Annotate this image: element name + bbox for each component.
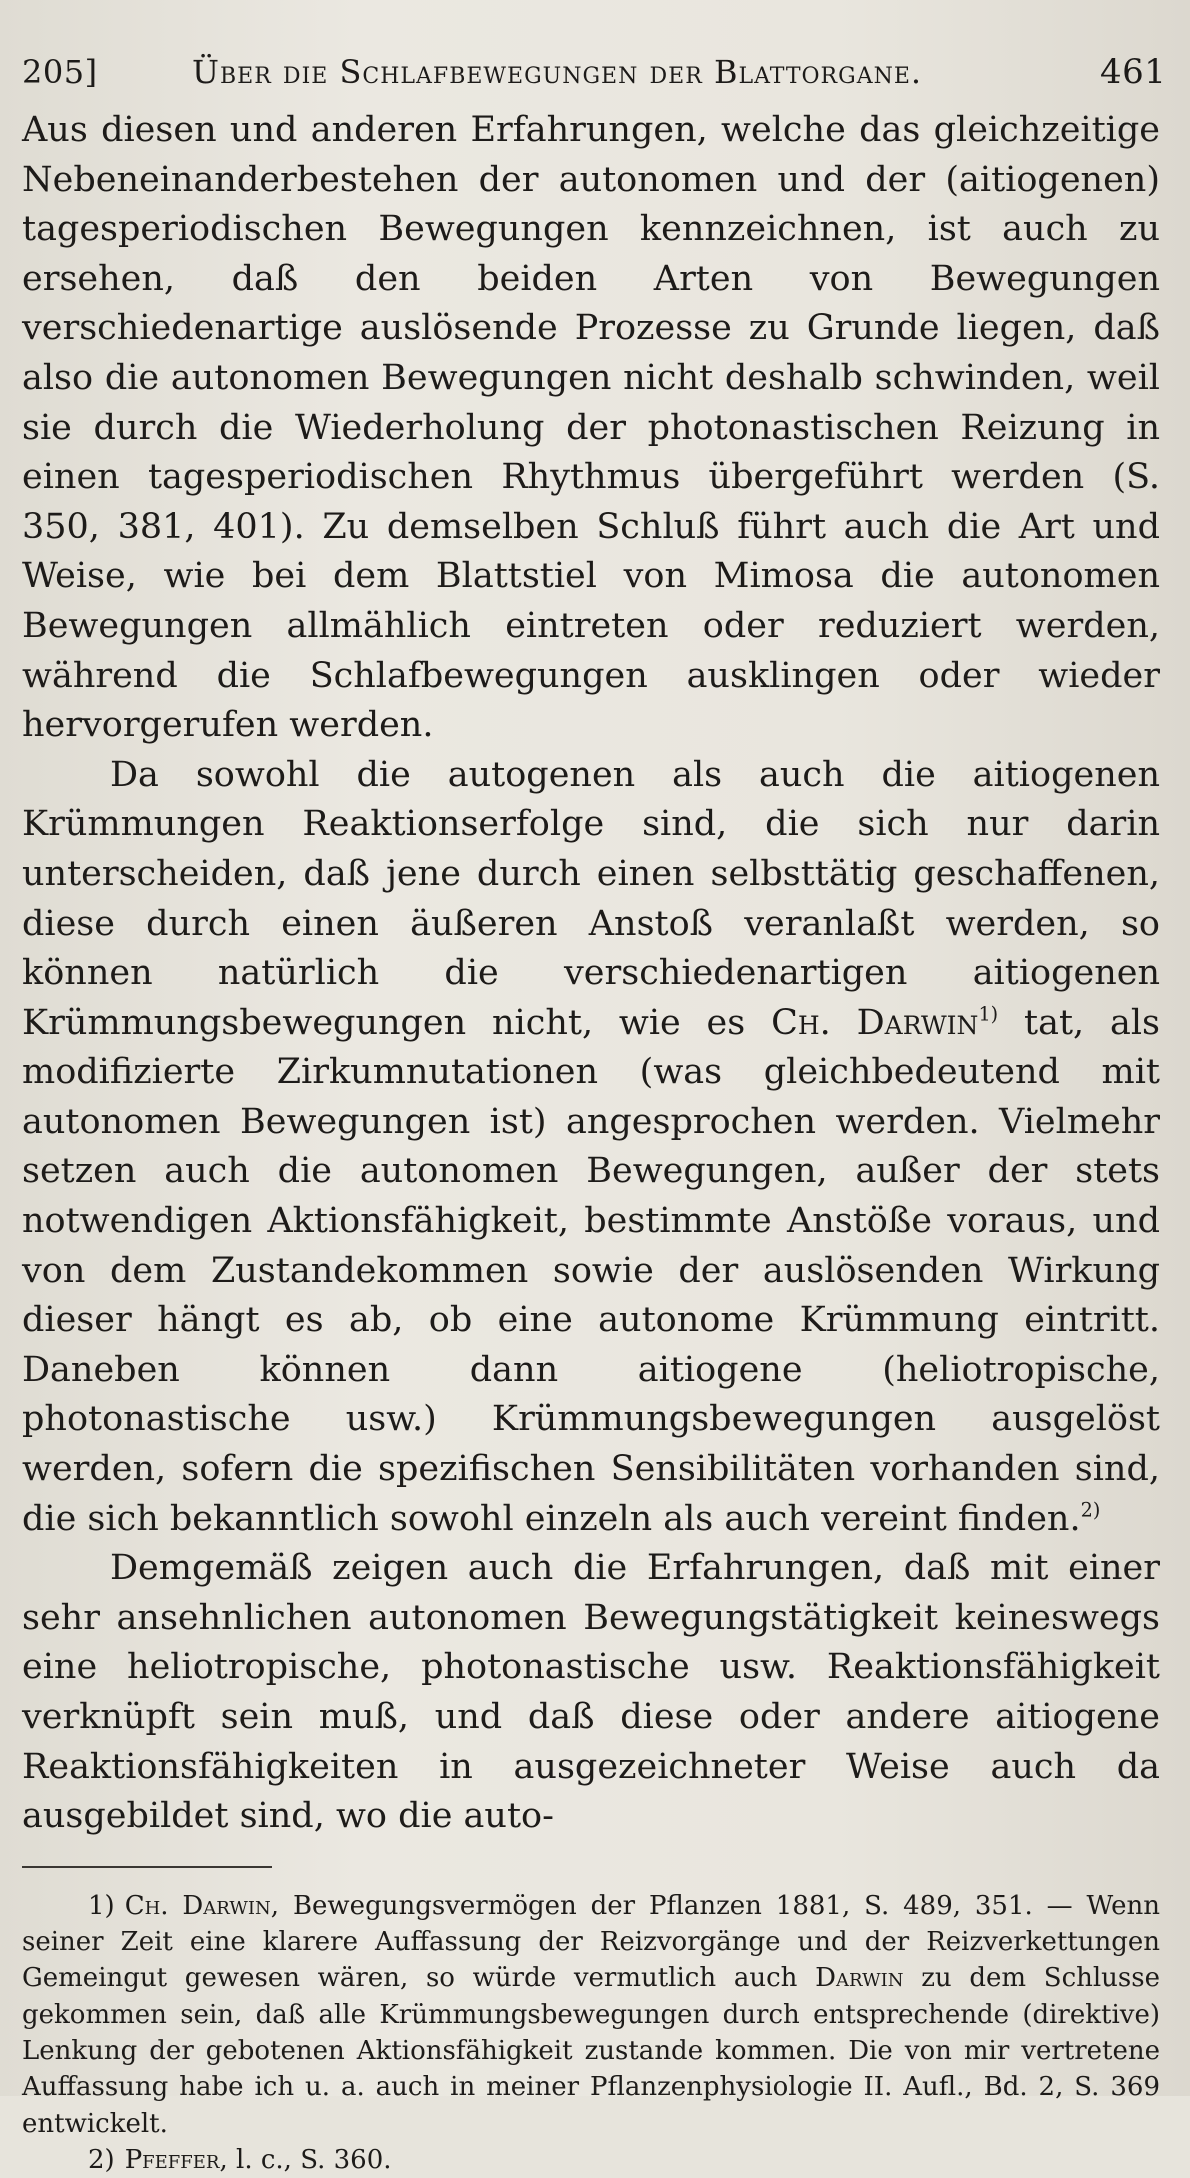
page-reference: 205] (22, 53, 98, 91)
running-title: Über die Schlafbewegungen der Blattorgane. (192, 53, 923, 91)
paragraph-3: Demgemäß zeigen auch die Erfahrungen, daß mit einer sehr ansehnlichen autonomen Bewegungstätigkeit keineswegs eine heliotropische, photonastische usw. Reaktionsfähigkeit verknüpft sein muß, und daß diese oder andere aitiogene Reaktionsfähigkeiten in ausgezeichneter Weise auch da ausgebildet sind, wo die auto- (22, 1548, 1160, 1837)
footnote-1-text-a: Bewegungsvermögen der Pflanzen 1881, S. 489, 351. — Wenn seiner Zeit eine klarere Auffassung der Reizvorgänge und der Reizverkettungen Gemeingut gewesen wären, so würde vermutlich auch (22, 1890, 1160, 1994)
footnote-ref-2: 2) (1080, 1498, 1101, 1522)
paragraph-2 (22, 751, 1160, 1545)
footnote-2-text: l. c., S. 360. (236, 2144, 392, 2175)
paragraph-2-part-b: tat, als modifizierte Zirkumnutationen (was gleichbedeutend mit autonomen Bewegungen ist) angesprochen werden. Vielmehr setzen auch die autonomen Bewegungen, außer der stets notwendigen Aktionsfähigkeit, bestimmte Anstöße voraus, und von dem Zustandekommen sowie der auslösenden Wirkung dieser hängt es ab, ob eine autonome Krümmung eintritt. Daneben können dann aitiogene (heliotropische, photonastische usw.) Krümmungsbewegungen ausgelöst werden, sofern die spezifischen Sensibilitäten vorhanden sind, die sich bekanntlich sowohl einzeln als auch vereint finden. (22, 1002, 1160, 1539)
page-number: 461 (1100, 52, 1167, 92)
footnote-2-author: Pfeffer, (124, 2144, 228, 2175)
footnote-ref-1: 1) (978, 1002, 999, 1026)
footnote-2-mark: 2) (88, 2144, 115, 2175)
footnote-1-text-b: zu dem Schlusse gekommen sein, daß alle Krümmungsbewegungen durch entsprechende (direktive) Lenkung der gebotenen Aktionsfähigkeit zustande kommen. Die von mir vertretene Auffassung habe ich u. a. auch in meiner Pflanzenphysiologie II. Aufl., Bd. 2, S. 369 entwickelt. (22, 1963, 1161, 2139)
footnotes (22, 1888, 1160, 2178)
paragraph-2-part-a: Da sowohl die autogenen als auch die aitiogenen Krümmungen Reaktionserfolge sind, die sich nur darin unterscheiden, daß jene durch einen selbsttätig geschaffenen, diese durch einen äußeren Anstoß veranlaßt werden, so können natürlich die verschiedenartigen aitiogenen Krümmungsbewegungen nicht, wie es (22, 754, 1160, 1043)
footnote-1 (22, 1888, 1160, 2142)
main-text (22, 106, 1160, 1842)
footnote-1-author: Ch. Darwin, (124, 1890, 280, 1921)
paragraph-1: Aus diesen und anderen Erfahrungen, welche das gleichzeitige Nebeneinanderbestehen der autonomen und der (aitiogenen) tagesperiodischen Bewegungen kennzeichnen, ist auch zu ersehen, daß den beiden Arten von Bewegungen verschiedenartige auslösende Prozesse zu Grunde liegen, daß also die autonomen Bewegungen nicht deshalb schwinden, weil sie durch die Wiederholung der photonastischen Reizung in einen tagesperiodischen Rhythmus übergeführt werden (S. 350, 381, 401). Zu demselben Schluß führt auch die Art und Weise, wie bei dem Blattstiel von Mimosa die autonomen Bewegungen allmählich eintreten oder reduziert werden, während die Schlafbewegungen ausklingen oder wieder hervorgerufen werden. (22, 110, 1160, 746)
running-head (22, 52, 1167, 106)
footnote-divider (22, 1866, 272, 1868)
footnote-1-author-2: Darwin (815, 1963, 904, 1994)
footnote-1-mark: 1) (88, 1890, 115, 1921)
footnote-2 (22, 2142, 1160, 2178)
author-name-darwin: Ch. Darwin (771, 1002, 979, 1043)
